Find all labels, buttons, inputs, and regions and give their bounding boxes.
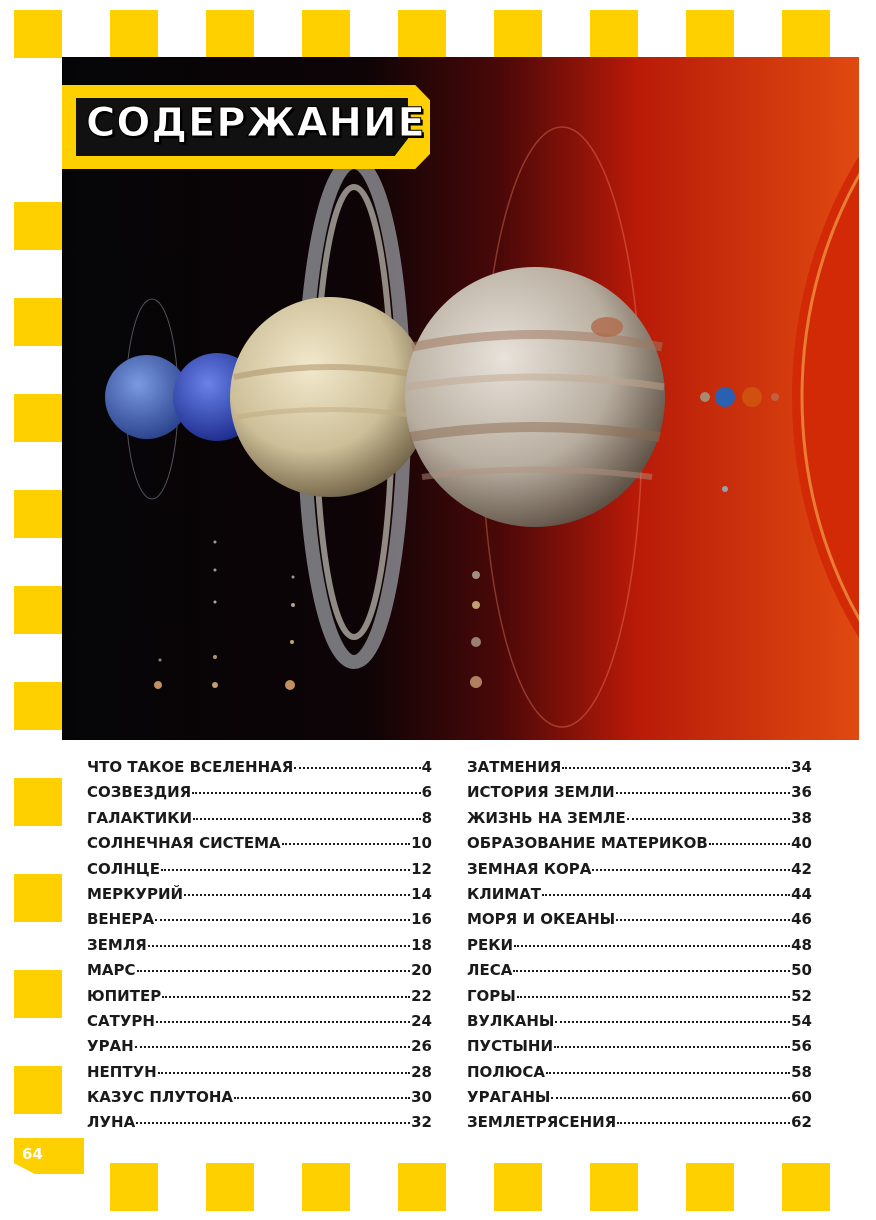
border-square (110, 10, 158, 58)
toc-entry-title: МОРЯ И ОКЕАНЫ (467, 910, 616, 929)
border-square (590, 1163, 638, 1211)
border-square (110, 1163, 158, 1211)
toc-leader-dots (294, 755, 420, 769)
toc-entry-title: ЗЕМЛЯ (87, 935, 147, 954)
toc-entry-page: 46 (791, 910, 812, 929)
toc-entry-page: 12 (411, 859, 432, 878)
toc-leader-dots (616, 780, 790, 794)
toc-leader-dots (137, 958, 411, 972)
toc-entry-title: ПУСТЫНИ (467, 1037, 554, 1056)
toc-entry-page: 38 (791, 808, 812, 827)
toc-entry-page: 32 (411, 1113, 432, 1132)
border-square (14, 298, 62, 346)
toc-entry-page: 36 (791, 783, 812, 802)
border-square (398, 10, 446, 58)
border-square (302, 1163, 350, 1211)
border-square (14, 1066, 62, 1114)
toc-entry-page: 22 (411, 986, 432, 1005)
toc-entry-title: УРАГАНЫ (467, 1088, 551, 1107)
border-square (206, 1163, 254, 1211)
toc-left-column (87, 758, 432, 1139)
border-square (14, 970, 62, 1018)
toc-entry-title: ГОРЫ (467, 986, 516, 1005)
toc-entry-title: КЛИМАТ (467, 884, 542, 903)
border-square (686, 1163, 734, 1211)
toc-entry-title: ЧТО ТАКОЕ ВСЕЛЕННАЯ (87, 758, 294, 776)
toc-leader-dots (546, 1060, 790, 1074)
toc-entry-page: 6 (421, 783, 432, 802)
toc-entry-page: 14 (411, 884, 432, 903)
toc-leader-dots (161, 857, 410, 871)
toc-leader-dots (135, 1034, 410, 1048)
border-square (302, 10, 350, 58)
toc-entry-page: 52 (791, 986, 812, 1005)
toc-leader-dots (592, 857, 790, 871)
toc-entry-title: МЕРКУРИЙ (87, 884, 184, 903)
toc-leader-dots (148, 933, 410, 947)
toc-leader-dots (555, 1009, 790, 1023)
toc-entry-page: 48 (791, 935, 812, 954)
toc-entry-title: ОБРАЗОВАНИЕ МАТЕРИКОВ (467, 834, 708, 853)
toc-entry-title: ЛУНА (87, 1113, 136, 1132)
border-square (14, 586, 62, 634)
border-square (14, 10, 62, 58)
toc-entry-page: 28 (411, 1062, 432, 1081)
toc-leader-dots (616, 907, 790, 921)
toc-leader-dots (184, 882, 410, 896)
toc-entry-page: 20 (411, 961, 432, 980)
toc-entry-page: 58 (791, 1062, 812, 1081)
toc-entry-page: 10 (411, 834, 432, 853)
border-square (590, 10, 638, 58)
page-number: 64 (22, 1145, 43, 1163)
border-square (686, 10, 734, 58)
border-square (206, 10, 254, 58)
toc-entry-page: 60 (791, 1088, 812, 1107)
toc-entry-page: 8 (421, 808, 432, 827)
toc-leader-dots (162, 984, 410, 998)
toc-leader-dots (554, 1034, 790, 1048)
toc-entry-page: 34 (791, 758, 812, 776)
border-square (782, 10, 830, 58)
toc-entry-title: ВУЛКАНЫ (467, 1011, 555, 1030)
toc-entry-title: УРАН (87, 1037, 134, 1056)
toc-entry-page: 54 (791, 1011, 812, 1030)
toc-leader-dots (155, 907, 410, 921)
toc-entry-title: КАЗУС ПЛУТОНА (87, 1088, 234, 1107)
border-square (14, 202, 62, 250)
toc-entry-title: ПОЛЮСА (467, 1062, 545, 1081)
toc-right-column (467, 758, 812, 1139)
toc-entry-page: 42 (791, 859, 812, 878)
toc-leader-dots (517, 984, 790, 998)
toc-entry-title: ЗЕМНАЯ КОРА (467, 859, 592, 878)
toc-leader-dots (282, 831, 410, 845)
toc-entry-page: 16 (411, 910, 432, 929)
toc-entry-page: 30 (411, 1088, 432, 1107)
toc-leader-dots (709, 831, 790, 845)
toc-entry-title: СОЛНЕЧНАЯ СИСТЕМА (87, 834, 281, 853)
toc-entry-page: 18 (411, 935, 432, 954)
border-square (494, 10, 542, 58)
toc-entry-page: 4 (421, 758, 432, 776)
toc-entry-title: ВЕНЕРА (87, 910, 155, 929)
toc-entry-page: 40 (791, 834, 812, 853)
border-square (14, 490, 62, 538)
toc-entry-title: САТУРН (87, 1011, 155, 1030)
toc-leader-dots (513, 958, 790, 972)
toc-entry-title: ЗЕМЛЕТРЯСЕНИЯ (467, 1113, 617, 1132)
toc-leader-dots (193, 806, 420, 820)
toc-entry-page: 56 (791, 1037, 812, 1056)
border-square (398, 1163, 446, 1211)
border-square (494, 1163, 542, 1211)
toc-leader-dots (551, 1085, 790, 1099)
border-square (14, 394, 62, 442)
toc-entry[interactable] (87, 1113, 432, 1138)
toc-leader-dots (617, 1110, 790, 1124)
page-title: СОДЕРЖАНИЕ (86, 100, 426, 146)
toc-entry-title: ЗАТМЕНИЯ (467, 758, 562, 776)
border-square (14, 682, 62, 730)
toc-entry[interactable] (467, 1113, 812, 1138)
toc-entry-page: 26 (411, 1037, 432, 1056)
toc-entry-page: 44 (791, 884, 812, 903)
toc-leader-dots (156, 1009, 410, 1023)
toc-entry-title: ИСТОРИЯ ЗЕМЛИ (467, 783, 615, 802)
toc-leader-dots (136, 1110, 410, 1124)
toc-entry-title: ЛЕСА (467, 961, 513, 980)
border-square (782, 1163, 830, 1211)
toc-leader-dots (542, 882, 790, 896)
toc-entry-title: ЮПИТЕР (87, 986, 162, 1005)
toc-entry-title: МАРС (87, 961, 136, 980)
toc-entry-title: РЕКИ (467, 935, 514, 954)
toc-entry-title: СОЛНЦЕ (87, 859, 160, 878)
toc-entry-title: НЕПТУН (87, 1062, 157, 1081)
toc-entry-title: СОЗВЕЗДИЯ (87, 783, 192, 802)
toc-leader-dots (158, 1060, 410, 1074)
toc-entry-page: 62 (791, 1113, 812, 1132)
toc-leader-dots (562, 755, 790, 769)
toc-entry-title: ГАЛАКТИКИ (87, 808, 193, 827)
toc-entry-title: ЖИЗНЬ НА ЗЕМЛЕ (467, 808, 626, 827)
toc-leader-dots (192, 780, 420, 794)
toc-leader-dots (627, 806, 790, 820)
border-square (14, 778, 62, 826)
toc-entry-page: 50 (791, 961, 812, 980)
toc-leader-dots (514, 933, 790, 947)
border-square (14, 874, 62, 922)
toc-entry-page: 24 (411, 1011, 432, 1030)
toc-leader-dots (234, 1085, 410, 1099)
